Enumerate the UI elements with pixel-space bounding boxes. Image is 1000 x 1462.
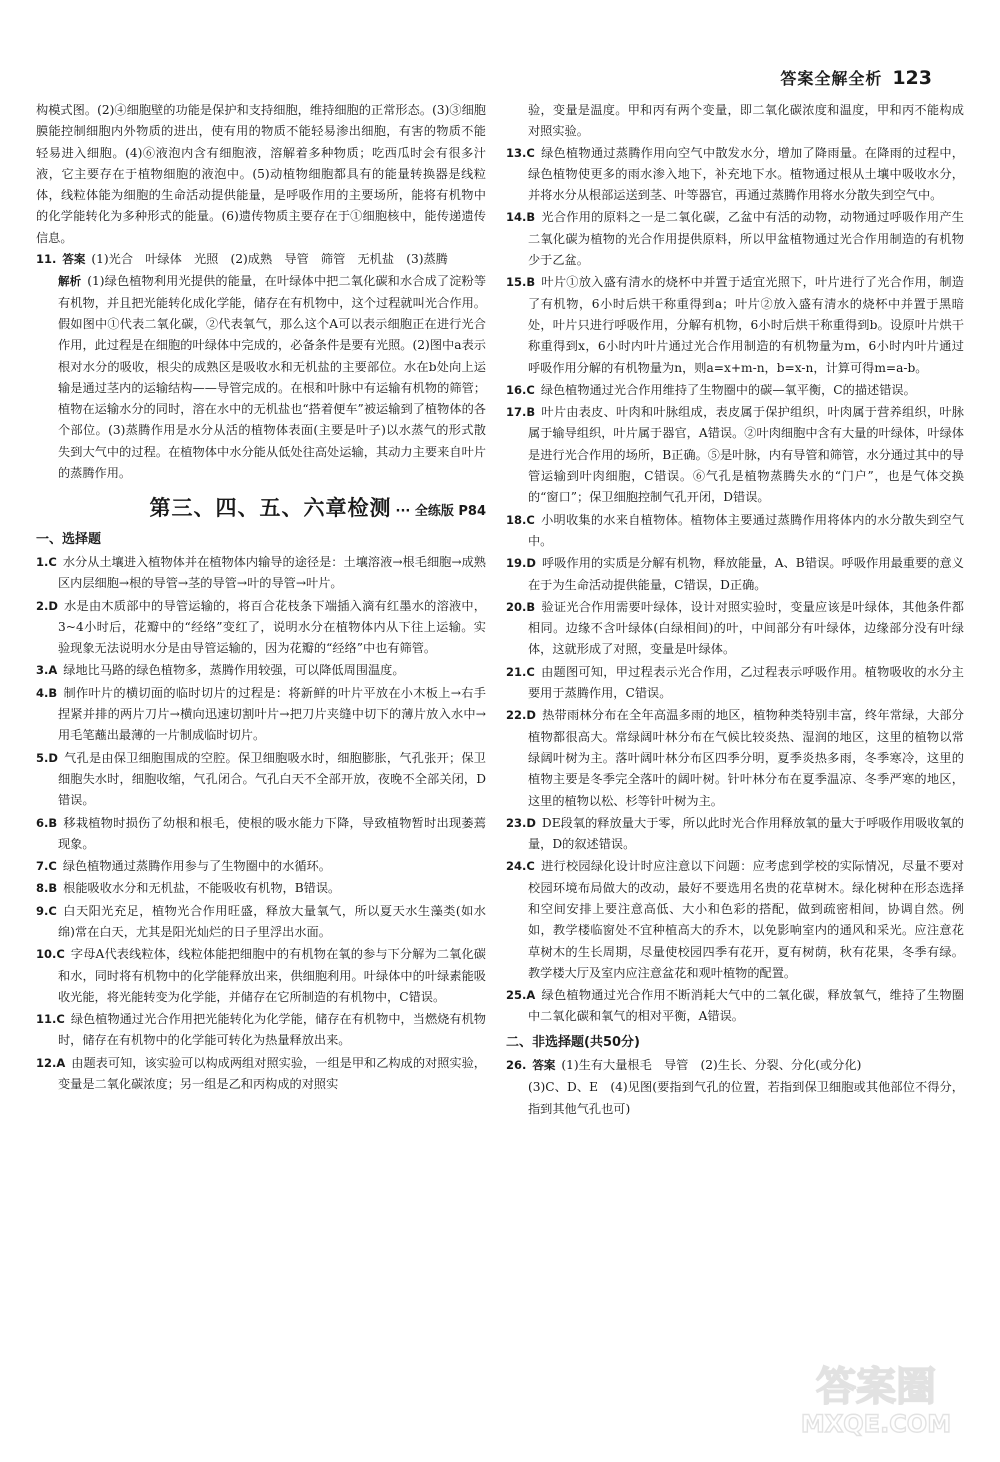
page-number: 123 — [892, 67, 932, 89]
answer-item — [506, 597, 964, 661]
left-answer-list — [36, 552, 486, 1095]
right-intro-paragraph: 验，变量是温度。甲和丙有两个变量，即二氧化碳浓度和温度，甲和丙不能构成对照实验。 — [528, 103, 964, 139]
answer-number: 4.B — [36, 685, 58, 700]
q26-answer — [506, 1055, 964, 1076]
answer-number: 11.C — [36, 1012, 65, 1027]
answer-number: 1.C — [36, 554, 57, 569]
answer-number: 20.B — [506, 599, 536, 614]
answer-item — [36, 683, 486, 747]
answer-item — [36, 1053, 486, 1096]
q11-analysis-text: (1)绿色植物利用光提供的能量，在叶绿体中把二氧化碳和水合成了淀粉等有机物，并且把光能转化成化学能，储存在有机物中，这个过程就叫光合作用。假如图中①代表二氧化碳，②代表氧气，那么这个A可以表示细胞正在进行光合作用，此过程是在细胞的叶绿体中完成的，必备条件是要有光照。(2)图中a表示根对水分的吸收，根尖的成熟区是吸收水和无机盐的主要部位。水在b处向上运输是通过茎内的运输结构——导管完成的。在根和叶脉中有运输有机物的筛管；植物在运输水分的同时，溶在水中的无机盐也“搭着便车”被运输到了植物体的各个部位。(3)蒸腾作用是水分从活的植物体表面(主要是叶子)以水蒸气的形式散失到大气中的过程。在植物体中水分能从低处往高处运输，其动力主要来自叶片的蒸腾作用。 — [58, 274, 487, 481]
answer-item — [36, 596, 486, 660]
answer-text: 绿色植物通过蒸腾作用向空气中散发水分，增加了降雨量。在降雨的过程中，绿色植物使更多的雨水渗入地下，补充地下水。植物通过根从土壤中吸收水分，并将水分从根部运送到茎、叶等器官，再通过蒸腾作用将水分散失到空气中。 — [528, 145, 964, 203]
answer-number: 24.C — [506, 859, 535, 874]
answer-text: 气孔是由保卫细胞围成的空腔。保卫细胞吸水时，细胞膨胀，气孔张开；保卫细胞失水时，细胞收缩，气孔闭合。气孔白天不全部开放，夜晚不全部关闭，D错误。 — [58, 750, 486, 808]
answer-number: 19.D — [506, 556, 536, 571]
q26-answer-continued: (3)C、D、E (4)见图(要指到气孔的位置，若指到保卫细胞或其他部位不得分，指到其他气孔也可) — [528, 1080, 964, 1116]
answer-item — [36, 813, 486, 856]
answer-number: 8.B — [36, 881, 58, 896]
answer-number: 15.B — [506, 275, 536, 290]
answer-number: 3.A — [36, 663, 58, 678]
answer-number: 2.D — [36, 598, 58, 613]
answer-number: 5.D — [36, 750, 58, 765]
answer-text: 光合作用的原料之一是二氧化碳，乙盆中有活的动物，动物通过呼吸作用产生二氧化碳为植物的光合作用提供原料，所以甲盆植物通过光合作用制造的有机物少于乙盆。 — [528, 210, 964, 268]
answer-text: 由题图可知，甲过程表示光合作用，乙过程表示呼吸作用。植物吸收的水分主要用于蒸腾作用，C错误。 — [528, 664, 964, 701]
answer-number: 6.B — [36, 815, 58, 830]
answer-text: 叶片由表皮、叶肉和叶脉组成，表皮属于保护组织，叶肉属于营养组织，叶脉属于输导组织，叶片属于器官，A错误。②叶肉细胞中含有大量的叶绿体，叶绿体是进行光合作用的场所，B正确。⑤是叶脉，内有导管和筛管，水分通过其中的导管运输到叶肉细胞，C错误。⑥气孔是植物蒸腾失水的“门户”，也是气体交换的“窗口”；保卫细胞控制气孔开闭，D错误。 — [528, 405, 964, 505]
answer-number: 16.C — [506, 382, 535, 397]
answer-text: 呼吸作用的实质是分解有机物，释放能量，A、B错误。呼吸作用最重要的意义在于为生命活动提供能量，C错误，D正确。 — [528, 556, 964, 592]
q11-number: 11. — [36, 252, 57, 267]
answer-item — [36, 856, 486, 877]
answer-number: 7.C — [36, 859, 57, 874]
answer-item — [36, 660, 486, 681]
answer-number: 14.B — [506, 210, 536, 225]
answer-number: 23.D — [506, 815, 536, 830]
answer-text: 叶片①放入盛有清水的烧杯中并置于适宜光照下，叶片进行了光合作用，制造了有机物，6小时后烘干称重得到a；叶片②放入盛有清水的烧杯中并置于黑暗处，叶片只进行呼吸作用，分解有机物，6小时后烘干称重得到b。设原叶片烘干称重得到x，6小时内叶片通过光合作用制造的有机物量为m，6小时内叶片通过呼吸作用分解的有机物量为n，则a=x+m-n，b=x-n，计算可得m=a-b。 — [528, 275, 964, 375]
answer-text: 绿色植物通过光合作用不断消耗大气中的二氧化碳，释放氧气，维持了生物圈中二氧化碳和氧气的相对平衡，A错误。 — [528, 988, 964, 1024]
answer-item — [506, 985, 964, 1028]
answer-text: 水是由木质部中的导管运输的，将百合花枝条下端插入滴有红墨水的溶液中，3~4小时后，花瓣中的“经络”变红了，说明水分在植物体内从下往上运输。实验现象无法说明水分是由导管运输的，因为花瓣的“经络”中也有筛管。 — [58, 598, 486, 656]
answer-text: 进行校园绿化设计时应注意以下问题：应考虑到学校的实际情况，尽量不要对校园环境布局做大的改动，最好不要选用名贵的花草树木。绿化树种在形态选择和空间安排上要注意高低、大小和色彩的搭配，做到疏密相间，协调自然。例如，教学楼临窗处不宜种植高大的乔木，以免影响室内的通风和采光。应注意花草树木的生长周期，尽量使校园四季有花开，夏有树荫，秋有花果，冬季有绿。教学楼大厅及室内应注意盆花和观叶植物的配置。 — [528, 859, 964, 980]
answer-number: 9.C — [36, 903, 57, 918]
right-answer-list — [506, 143, 964, 1028]
answer-number: 18.C — [506, 512, 535, 527]
watermark-line2: MXQE.COM — [800, 1410, 952, 1438]
left-intro-paragraph: 构模式图。(2)④细胞壁的功能是保护和支持细胞，维持细胞的正常形态。(3)③细胞膜能控制细胞内外物质的进出，使有用的物质不能轻易渗出细胞，有害的物质不能轻易进入细胞。(4)⑥液泡内含有细胞液，溶解着多种物质；吃西瓜时会有很多汁液，它主要存在于植物细胞的液泡中。(5)动植物细胞都具有的能量转换器是线粒体，线粒体能为细胞的生命活动提供能量，是呼吸作用的主要场所，能将有机物中的化学能转化为多种形式的能量。(6)遗传物质主要存在于①细胞核中，能传递遗传信息。 — [36, 103, 486, 245]
answer-text: 由题表可知，该实验可以构成两组对照实验，一组是甲和乙构成的对照实验，变量是二氧化碳浓度；另一组是乙和丙构成的对照实 — [58, 1055, 486, 1092]
answer-text: 水分从土壤进入植物体并在植物体内输导的途径是：土壤溶液→根毛细胞→成熟区内层细胞→根的导管→茎的导管→叶的导管→叶片。 — [58, 554, 486, 591]
left-column — [36, 100, 486, 1096]
watermark-line1: 答案圈 — [816, 1364, 936, 1410]
answer-label: 答案 — [62, 252, 86, 267]
section-title-suffix: ··· 全练版 P84 — [395, 504, 486, 520]
multiple-choice-heading: 一、选择题 — [36, 531, 102, 547]
answer-number: 13.C — [506, 145, 535, 160]
answer-item — [36, 901, 486, 944]
answer-text: DE段氧的释放量大于零，所以此时光合作用释放氧的量大于呼吸作用吸收氧的量，D的叙述错误。 — [528, 815, 964, 852]
q11-answer-text: (1)光合 叶绿体 光照 (2)成熟 导管 筛管 无机盐 (3)蒸腾 — [91, 252, 448, 267]
page-header — [780, 66, 932, 89]
watermark-graphic — [776, 1352, 976, 1442]
answer-item — [506, 662, 964, 705]
answer-item — [506, 402, 964, 508]
answer-item — [36, 748, 486, 812]
answer-text: 绿色植物通过蒸腾作用参与了生物圈中的水循环。 — [62, 859, 331, 874]
answer-item — [506, 705, 964, 811]
answer-item — [36, 1009, 486, 1052]
answer-text: 白天阳光充足，植物光合作用旺盛，释放大量氧气，所以夏天水生藻类(如水绵)常在白天，尤其是阳光灿烂的日子里浮出水面。 — [58, 903, 486, 939]
answer-number: 12.A — [36, 1055, 66, 1070]
right-column — [506, 100, 964, 1120]
answer-number: 22.D — [506, 708, 536, 723]
answer-text: 字母A代表线粒体，线粒体能把细胞中的有机物在氧的参与下分解为二氧化碳和水，同时将有机物中的化学能释放出来，供细胞利用。叶绿体中的叶绿素能吸收光能，将光能转变为化学能，并储存在它所制造的有机物中，C错误。 — [58, 947, 486, 1004]
answer-item — [36, 878, 486, 899]
answer-item — [506, 143, 964, 207]
answer-number: 10.C — [36, 947, 65, 962]
answer-item — [506, 813, 964, 856]
answer-item — [506, 207, 964, 271]
section-title — [36, 498, 486, 522]
answer-text: 热带雨林分布在全年高温多雨的地区，植物种类特别丰富，终年常绿，大部分植物都很高大。常绿阔叶林分布在气候比较炎热、湿润的地区，这里的植物以常绿阔叶树为主。落叶阔叶林分布区四季分明，夏季炎热多雨，冬季寒冷，这里的植物主要是冬季完全落叶的阔叶树。针叶林分布在夏季温凉、冬季严寒的地区，这里的植物以松、杉等针叶树为主。 — [528, 708, 964, 808]
section-title-text: 第三、四、五、六章检测 — [149, 496, 392, 521]
answer-number: 25.A — [506, 988, 536, 1003]
non-choice-heading: 二、非选择题(共50分) — [506, 1034, 640, 1050]
answer-item — [506, 510, 964, 553]
q26-answer-text: (1)生有大量根毛 导管 (2)生长、分裂、分化(或分化) — [561, 1058, 862, 1073]
q11-answer — [36, 249, 486, 270]
answer-number: 17.B — [506, 405, 536, 420]
answer-text: 小明收集的水来自植物体。植物体主要通过蒸腾作用将体内的水分散失到空气中。 — [528, 512, 964, 548]
header-title: 答案全解全析 — [780, 69, 883, 88]
answer-text: 制作叶片的横切面的临时切片的过程是：将新鲜的叶片平放在小木板上→右手捏紧并排的两片刀片→横向迅速切割叶片→把刀片夹缝中切下的薄片放入水中→用毛笔蘸出最薄的一片制成临时切片。 — [58, 685, 486, 743]
answer-item — [506, 553, 964, 596]
answer-number: 21.C — [506, 664, 535, 679]
answer-item — [506, 380, 964, 401]
q11-analysis — [36, 271, 486, 484]
answer-label: 答案 — [532, 1058, 556, 1073]
answer-item — [506, 856, 964, 984]
answer-text: 绿色植物通过光合作用维持了生物圈中的碳—氧平衡，C的描述错误。 — [540, 382, 916, 397]
answer-item — [36, 944, 486, 1008]
answer-text: 绿地比马路的绿色植物多，蒸腾作用较强，可以降低周围温度。 — [63, 663, 405, 678]
answer-text: 绿色植物通过光合作用把光能转化为化学能，储存在有机物中，当燃烧有机物时，储存在有机物中的化学能可转化为热量释放出来。 — [58, 1012, 486, 1048]
answer-text: 移栽植物时损伤了幼根和根毛，使根的吸水能力下降，导致植物暂时出现萎蔫现象。 — [58, 815, 486, 851]
answer-item — [506, 272, 964, 378]
q26-number: 26. — [506, 1058, 527, 1073]
answer-item — [36, 552, 486, 595]
answer-text: 验证光合作用需要叶绿体，设计对照实验时，变量应该是叶绿体，其他条件都相同。边缘不含叶绿体(白绿相间)的叶，中间部分有叶绿体，边缘部分没有叶绿体，这就形成了对照，变量是叶绿体。 — [528, 599, 964, 657]
watermark-logo — [776, 1352, 976, 1442]
answer-text: 根能吸收水分和无机盐，不能吸收有机物，B错误。 — [63, 881, 341, 896]
analysis-label: 解析 — [58, 274, 82, 289]
